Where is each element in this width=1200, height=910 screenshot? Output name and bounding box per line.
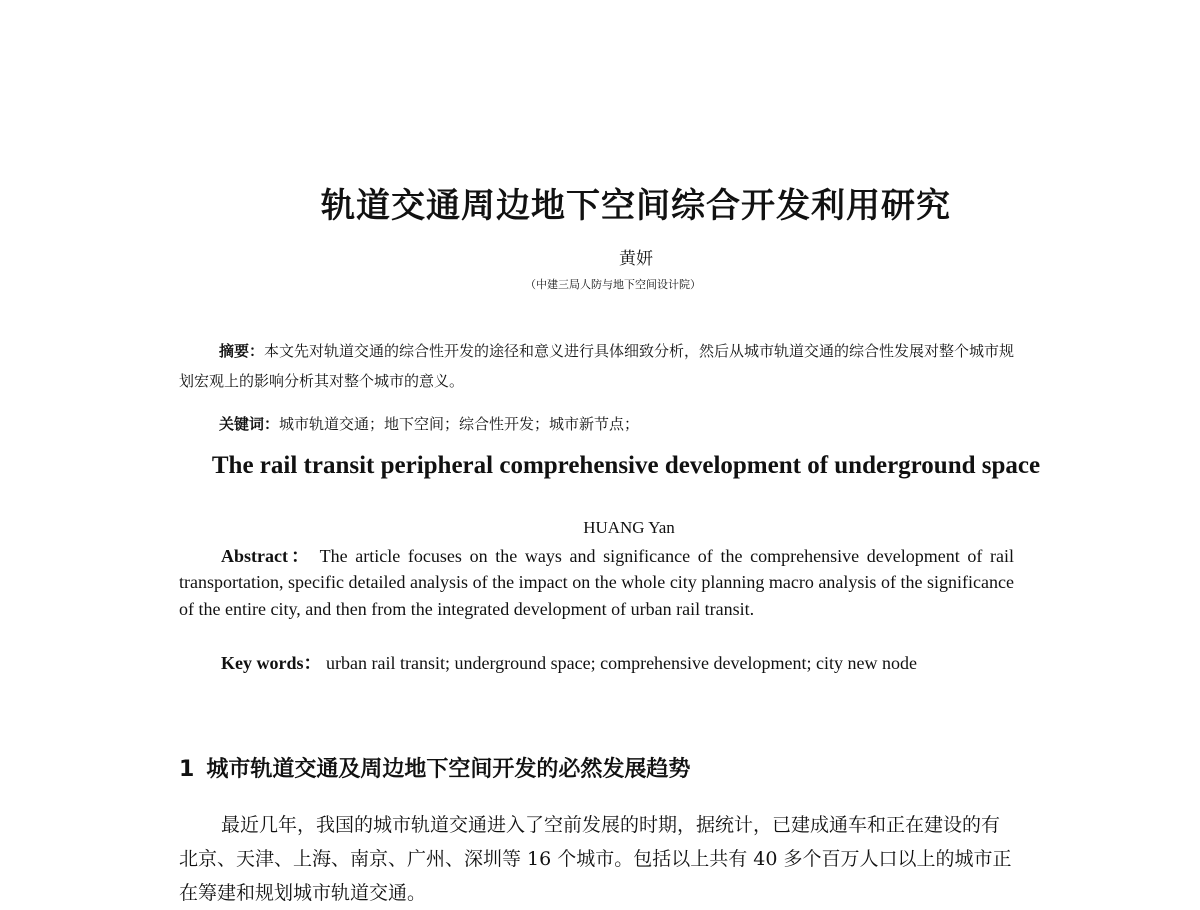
chinese-abstract bbox=[179, 336, 1015, 396]
chinese-author: 黄妍 bbox=[619, 249, 653, 269]
english-abstract bbox=[179, 543, 1014, 622]
section-heading bbox=[179, 752, 690, 783]
chinese-keywords-text: 城市轨道交通；地下空间；综合性开发；城市新节点； bbox=[279, 415, 640, 433]
english-keywords bbox=[179, 650, 1014, 676]
chinese-abstract-label: 摘要： bbox=[219, 342, 265, 360]
chinese-abstract-text: 本文先对轨道交通的综合性开发的途径和意义进行具体细致分析，然后从城市轨道交通的综合性发展对整个城市规划宏观上的影响分析其对整个城市的意义。 bbox=[179, 342, 1015, 390]
chinese-keywords bbox=[179, 409, 1015, 439]
chinese-affiliation: （中建三局人防与地下空间设计院） bbox=[525, 278, 701, 291]
body-paragraph: 最近几年，我国的城市轨道交通进入了空前发展的时期，据统计，已建成通车和正在建设的有北京、天津、上海、南京、广州、深圳等 16 个城市。包括以上共有 40 多个百万人口以上的城市正在筹建和规划城市轨道交通。 bbox=[179, 814, 1012, 904]
english-title: The rail transit peripheral comprehensive development of underground space bbox=[211, 452, 1041, 479]
english-abstract-label: Abstract： bbox=[221, 546, 313, 566]
chinese-keywords-label: 关键词： bbox=[219, 415, 280, 433]
english-author: HUANG Yan bbox=[583, 518, 675, 537]
section-title: 城市轨道交通及周边地下空间开发的必然发展趋势 bbox=[206, 757, 691, 782]
chinese-title: 轨道交通周边地下空间综合开发利用研究 bbox=[321, 186, 951, 226]
section-number: 1 bbox=[179, 757, 195, 782]
english-keywords-label: Key words： bbox=[221, 653, 322, 673]
english-abstract-text: The article focuses on the ways and significance of the comprehensive development of rail transportation, specific detailed analysis of the impact on the whole city planning macro analysis of the significance of the entire city, and then from the integrated development of urban rail transit. bbox=[179, 546, 1014, 619]
english-keywords-text: urban rail transit; underground space; comprehensive development; city new node bbox=[326, 653, 917, 673]
